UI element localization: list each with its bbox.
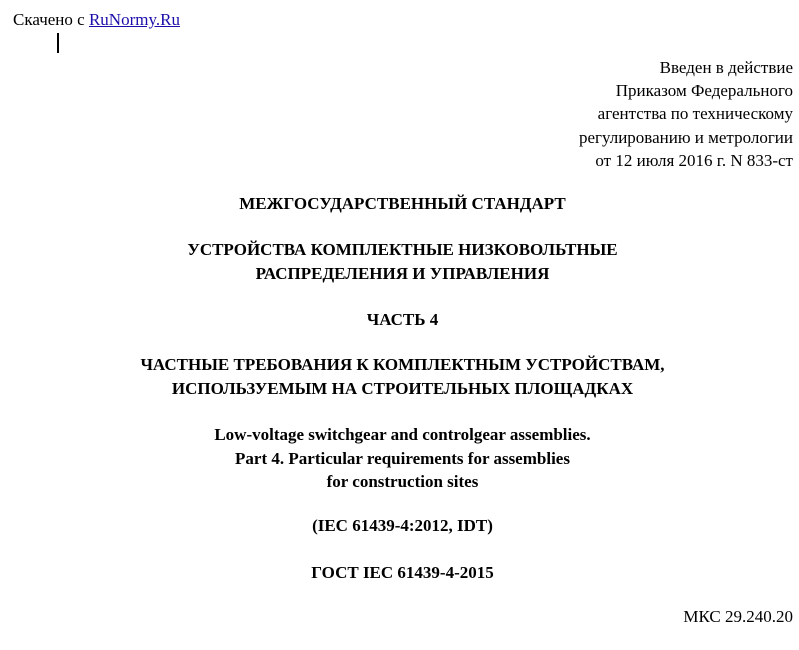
standard-type <box>0 192 799 216</box>
enactment-line: Введен в действие <box>659 58 793 77</box>
subtitle-ru-line: ИСПОЛЬЗУЕМЫМ НА СТРОИТЕЛЬНЫХ ПЛОЩАДКАХ <box>171 378 634 398</box>
source-line <box>13 9 180 31</box>
iec-reference <box>0 514 799 538</box>
enactment-line: Приказом Федерального <box>615 81 793 101</box>
title-en <box>0 423 799 494</box>
part-text: ЧАСТЬ 4 <box>366 310 439 329</box>
title-en-line: for construction sites <box>326 472 479 491</box>
runormy-link[interactable]: RuNormy.Ru <box>88 10 180 29</box>
title-en-line: Part 4. Particular requirements for assemblies <box>235 448 570 468</box>
source-prefix: Скачено с <box>13 10 89 29</box>
text-cursor <box>57 33 59 53</box>
enactment-line: от 12 июля 2016 г. N 833-ст <box>595 150 793 170</box>
title-ru <box>0 238 799 285</box>
iec-reference-text: (IEC 61439-4:2012, IDT) <box>312 516 493 535</box>
enactment-line: регулированию и метрологии <box>578 127 793 147</box>
mks-code: МКС 29.240.20 <box>683 607 793 626</box>
subtitle-ru-line: ЧАСТНЫЕ ТРЕБОВАНИЯ К КОМПЛЕКТНЫМ УСТРОЙСТВАМ, <box>140 355 665 374</box>
enactment-notice <box>579 56 793 172</box>
title-ru-line: РАСПРЕДЕЛЕНИЯ И УПРАВЛЕНИЯ <box>255 263 550 283</box>
title-en-line: Low-voltage switchgear and controlgear assemblies. <box>214 425 591 444</box>
title-ru-line: УСТРОЙСТВА КОМПЛЕКТНЫЕ НИЗКОВОЛЬТНЫЕ <box>187 240 618 259</box>
subtitle-ru <box>0 353 799 400</box>
gost-number <box>0 561 799 585</box>
gost-number-text: ГОСТ IEC 61439-4-2015 <box>311 563 494 582</box>
standard-type-text: МЕЖГОСУДАРСТВЕННЫЙ СТАНДАРТ <box>239 194 566 213</box>
enactment-line: агентства по техническому <box>597 104 793 124</box>
part-label <box>0 308 799 332</box>
